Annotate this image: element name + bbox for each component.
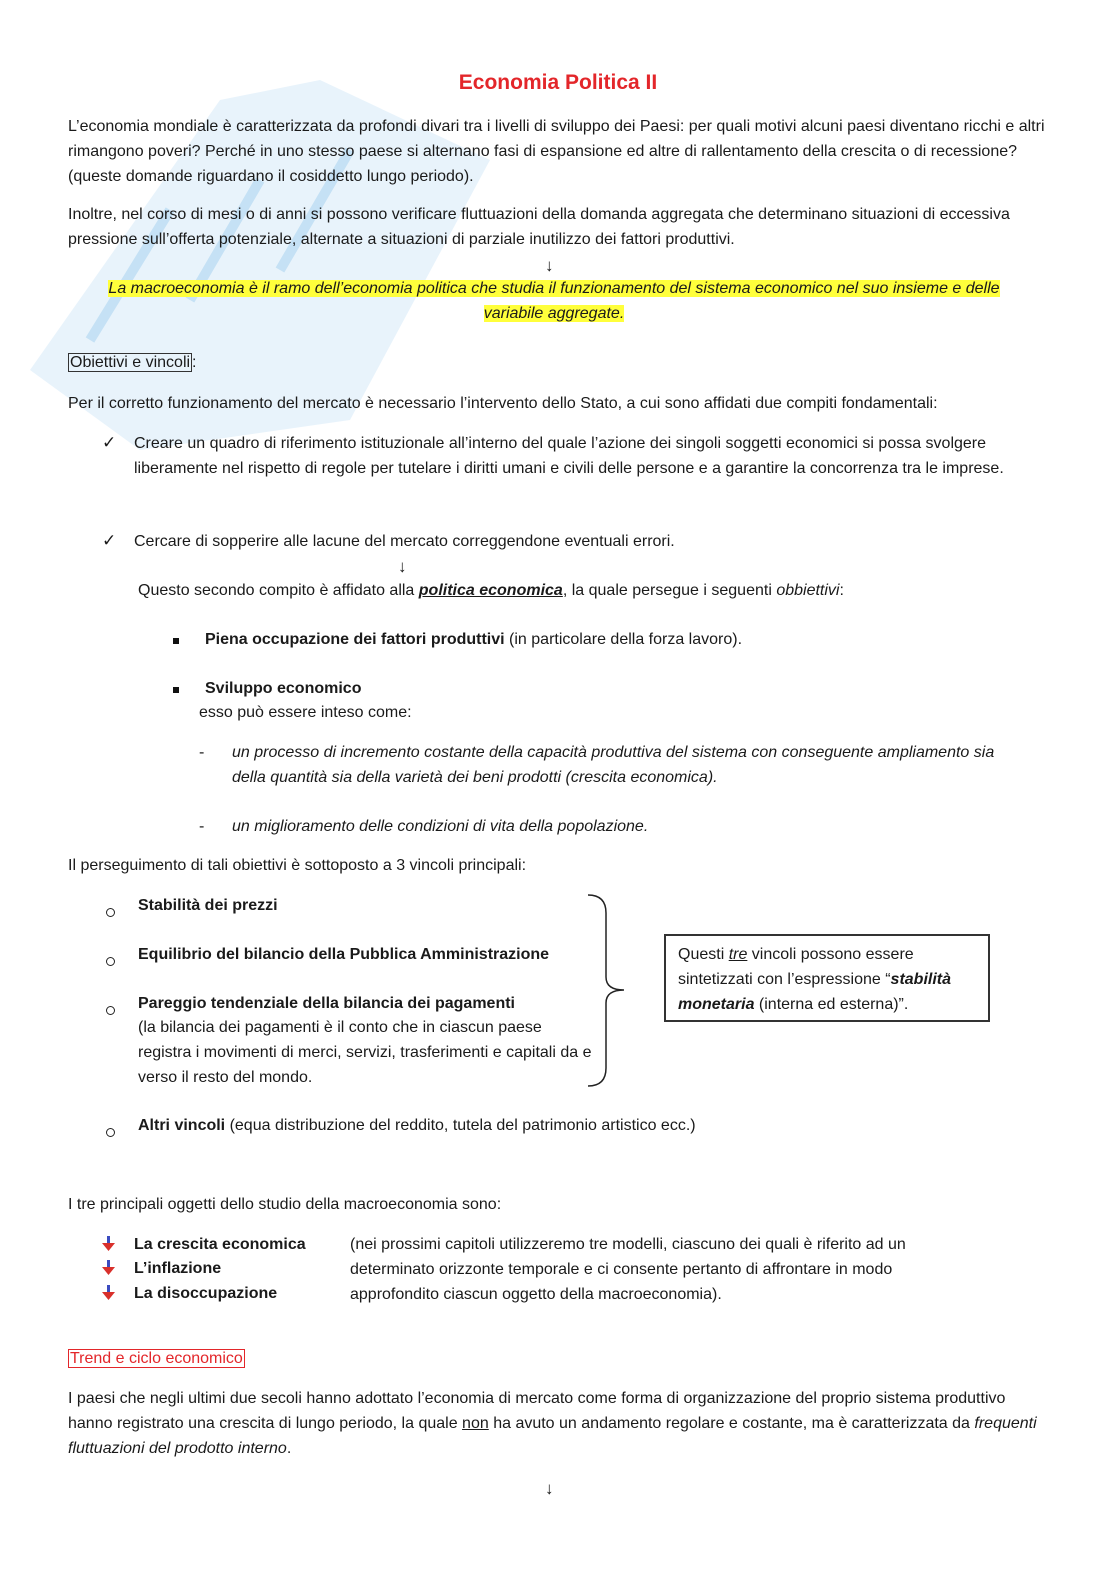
definition-highlight bbox=[68, 276, 1040, 326]
box-text-end: (interna ed esterna)”. bbox=[754, 996, 909, 1013]
politica-economica-term: politica economica bbox=[418, 582, 563, 599]
trend-heading-label: Trend e ciclo economico bbox=[70, 1350, 243, 1367]
down-arrow-icon: ↓ bbox=[545, 1479, 554, 1498]
objects-intro: I tre principali oggetti dello studio della macroeconomia sono: bbox=[68, 1196, 502, 1213]
check-icon: ✓ bbox=[102, 433, 117, 452]
object-item bbox=[134, 1232, 306, 1257]
definition-line-2: variabile aggregate. bbox=[483, 305, 625, 322]
arrow-bullet-icon bbox=[100, 1285, 116, 1301]
goal-1-bold: Piena occupazione dei fattori produttivi bbox=[205, 631, 505, 648]
circle-bullet-icon bbox=[106, 949, 115, 974]
box-text-mid: vincoli possono essere sintetizzati con l’espressione “ bbox=[678, 946, 914, 988]
goal-2-sub: esso può essere inteso come: bbox=[199, 704, 412, 721]
curly-brace-icon bbox=[586, 893, 636, 1088]
task-1: Creare un quadro di riferimento istituzionale all’interno del quale l’azione dei singoli soggetti economici si possa svolgere liberamente nel rispetto di regole per tutelare i diritti umani e civili delle persone e a garantire la concorrenza tra le imprese. bbox=[134, 435, 1004, 477]
circle-bullet-icon bbox=[106, 900, 115, 925]
object-item bbox=[134, 1281, 277, 1306]
development-def-1: un processo di incremento costante della capacità produttiva del sistema con conseguente ampliamento sia della quantità sia della varietà dei beni prodotti (crescita economica). bbox=[232, 744, 995, 786]
section-heading-trend bbox=[68, 1346, 245, 1371]
constraint-1 bbox=[138, 893, 278, 918]
page-title: Economia Politica II bbox=[458, 71, 658, 94]
goal-2-bold: Sviluppo economico bbox=[205, 680, 362, 697]
constraint-3-label: Pareggio tendenziale della bilancia dei pagamenti bbox=[138, 995, 515, 1012]
box-tre: tre bbox=[728, 946, 748, 963]
intro-paragraph-2: Inoltre, nel corso di mesi o di anni si possono verificare fluttuazioni della domanda aggregata che determinano situazioni di eccessiva pressione sull’offerta potenziale, alternate a situazioni di parziale inutilizzo dei fattori produttivi. bbox=[68, 206, 1010, 248]
constraint-4 bbox=[138, 1113, 1018, 1138]
intro-paragraph-1: L’economia mondiale è caratterizzata da profondi divari tra i livelli di sviluppo dei Paesi: per quali motivi alcuni paesi diventano ricchi e altri rimangono poveri? Perché in uno stesso paese si alternano fasi di espansione ed altre di rallentamento della crescita o di recessione? (queste domande riguardano il cosiddetto lungo periodo). bbox=[68, 118, 1045, 185]
second-task-sentence bbox=[138, 578, 1038, 603]
object-item-label: La crescita economica bbox=[134, 1236, 306, 1253]
second-task-mid: , la quale persegue i seguenti bbox=[562, 582, 777, 599]
constraint-4-rest: (equa distribuzione del reddito, tutela del patrimonio artistico ecc.) bbox=[225, 1117, 696, 1134]
second-task-end: : bbox=[839, 582, 844, 599]
obbiettivi-word: obbiettivi bbox=[776, 582, 840, 599]
state-intro: Per il corretto funzionamento del mercato è necessario l’intervento dello Stato, a cui sono affidati due compiti fondamentali: bbox=[68, 395, 938, 412]
trend-italic: frequenti fluttuazioni del prodotto interno bbox=[68, 1415, 1037, 1457]
arrow-bullet-icon bbox=[100, 1236, 116, 1252]
task-2: Cercare di sopperire alle lacune del mercato correggendone eventuali errori. bbox=[134, 533, 675, 550]
circle-bullet-icon bbox=[106, 998, 115, 1023]
development-def-2: un miglioramento delle condizioni di vita della popolazione. bbox=[232, 818, 649, 835]
constraint-4-bold: Altri vincoli bbox=[138, 1117, 226, 1134]
stabilita-monetaria-box bbox=[664, 934, 990, 1022]
trend-non: non bbox=[462, 1415, 489, 1432]
section-heading-label: Obiettivi e vincoli bbox=[70, 354, 191, 371]
constraint-2-label: Equilibrio del bilancio della Pubblica Amministrazione bbox=[138, 946, 550, 963]
constraint-3-note: (la bilancia dei pagamenti è il conto che in ciascun paese registra i movimenti di merci, servizi, trasferimenti e capitali da e verso il resto del mondo. bbox=[138, 1019, 592, 1086]
objects-note: (nei prossimi capitoli utilizzeremo tre modelli, ciascuno dei quali è riferito ad un determinato orizzonte temporale e ci consente pertanto di affrontare in modo approfondito ciascun oggetto della macroeconomia). bbox=[350, 1236, 906, 1303]
constraints-intro: Il perseguimento di tali obiettivi è sottoposto a 3 vincoli principali: bbox=[68, 857, 527, 874]
check-icon: ✓ bbox=[102, 531, 117, 550]
arrow-bullet-icon bbox=[100, 1260, 116, 1276]
circle-bullet-icon bbox=[106, 1120, 115, 1145]
down-arrow-icon: ↓ bbox=[398, 557, 407, 576]
trend-text-end: . bbox=[286, 1440, 292, 1457]
trend-text-mid: ha avuto un andamento regolare e costante, ma è caratterizzata da bbox=[488, 1415, 975, 1432]
constraint-1-label: Stabilità dei prezzi bbox=[138, 897, 278, 914]
trend-text-pre: I paesi che negli ultimi due secoli hanno adottato l’economia di mercato come forma di organizzazione del proprio sistema produttivo hanno registrato una crescita di lungo periodo, la quale bbox=[68, 1390, 1006, 1432]
dash-bullet: - bbox=[199, 818, 205, 835]
square-bullet-icon bbox=[173, 627, 179, 652]
down-arrow-icon: ↓ bbox=[545, 256, 554, 275]
section-heading-obiettivi bbox=[68, 350, 197, 375]
box-stabilita-monetaria: stabilità monetaria bbox=[678, 971, 952, 1013]
object-item bbox=[134, 1256, 221, 1281]
definition-line-1: La macroeconomia è il ramo dell’economia politica che studia il funzionamento del sistema economico nel suo insieme e delle bbox=[108, 280, 1000, 297]
second-task-pre: Questo secondo compito è affidato alla bbox=[138, 582, 419, 599]
square-bullet-icon bbox=[173, 676, 179, 701]
constraint-2 bbox=[138, 942, 549, 967]
object-item-label: La disoccupazione bbox=[134, 1285, 278, 1302]
heading-colon: : bbox=[192, 354, 197, 371]
constraint-3 bbox=[138, 991, 515, 1016]
trend-paragraph bbox=[68, 1386, 1053, 1461]
goal-1 bbox=[205, 627, 1035, 652]
goal-1-rest: (in particolare della forza lavoro). bbox=[504, 631, 743, 648]
object-item-label: L’inflazione bbox=[134, 1260, 222, 1277]
goal-2 bbox=[205, 676, 361, 701]
box-text-pre: Questi bbox=[678, 946, 729, 963]
dash-bullet: - bbox=[199, 744, 205, 761]
